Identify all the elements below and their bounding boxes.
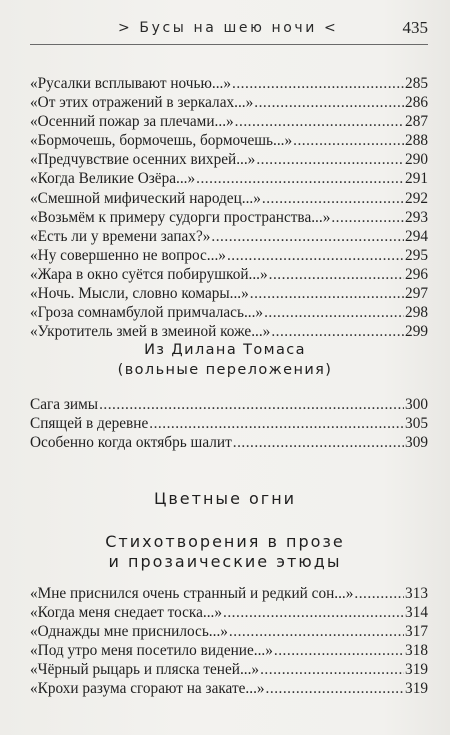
toc-section-1 (30, 74, 428, 341)
toc-entry (30, 112, 428, 131)
toc-entry (30, 395, 428, 414)
toc-section-2 (30, 395, 428, 452)
toc-entry-title: «От этих отражений в зеркалах...» (30, 94, 254, 112)
toc-entry-title: «Крохи разума сгорают на закате...» (30, 680, 265, 698)
toc-entry-page: 300 (405, 396, 428, 413)
toc-leader-dots (196, 169, 404, 188)
toc-leader-dots (211, 227, 404, 246)
toc-entry (30, 641, 428, 660)
toc-entry (30, 414, 428, 433)
toc-entry-page: 319 (405, 661, 428, 679)
toc-entry-title: «Предчувствие осенних вихрей...» (30, 151, 256, 169)
toc-entry (30, 603, 428, 622)
toc-entry-page: 287 (405, 113, 428, 131)
toc-leader-dots (262, 189, 404, 208)
toc-entry-title: «Чёрный рыцарь и пляска теней...» (30, 661, 260, 679)
toc-entry-title: «Русалки всплывают ночью...» (30, 75, 232, 92)
toc-entry-title: «Ночь. Мысли, словно комары...» (30, 285, 249, 303)
section-heading-line: Стихотворения в прозе (105, 532, 345, 551)
toc-leader-dots (149, 414, 404, 433)
toc-leader-dots (229, 622, 404, 641)
toc-entry (30, 189, 428, 208)
toc-entry-title: Сага зимы (30, 396, 99, 413)
toc-entry (30, 284, 428, 303)
toc-leader-dots (293, 131, 404, 150)
toc-leader-dots (99, 395, 404, 414)
section-heading-line: Цветные огни (153, 489, 297, 508)
toc-entry-title: «Укротитель змей в змеиной коже...» (30, 323, 271, 341)
toc-entry-title: «Мне приснился очень странный и редкий сон...» (30, 585, 354, 602)
toc-entry-title: «Есть ли у времени запах?» (30, 227, 211, 245)
toc-entry-title: «Смешной мифический народец...» (30, 189, 261, 207)
section-heading-colored-lights (0, 489, 450, 509)
toc-entry-title: «Жара в окно суётся побирушкой...» (30, 265, 268, 283)
toc-entry (30, 169, 428, 188)
section-heading-line: (вольные переложения) (117, 362, 333, 378)
toc-entry-page: 295 (405, 246, 428, 264)
toc-section-3 (30, 584, 428, 699)
toc-leader-dots (223, 603, 404, 622)
toc-entry-page: 298 (405, 304, 428, 322)
toc-leader-dots (271, 322, 404, 341)
toc-leader-dots (264, 303, 404, 322)
toc-entry-title: Спящей в деревне (30, 415, 149, 433)
toc-entry-title: «Гроза сомнамбулой примчалась...» (30, 304, 264, 322)
toc-entry-page: 299 (405, 323, 428, 341)
toc-entry-page: 309 (405, 434, 428, 452)
toc-leader-dots (250, 284, 404, 303)
toc-entry-page: 292 (405, 189, 428, 207)
toc-leader-dots (254, 93, 404, 112)
toc-entry-page: 285 (405, 75, 428, 92)
toc-leader-dots (274, 641, 404, 660)
toc-entry (30, 74, 428, 93)
toc-leader-dots (235, 112, 404, 131)
toc-entry (30, 660, 428, 679)
toc-entry-page: 296 (405, 265, 428, 283)
toc-entry-title: «Однажды мне приснилось...» (30, 623, 228, 641)
running-title: > Бусы на шею ночи < (118, 20, 339, 36)
section-subheading-prose-poems (0, 532, 450, 572)
toc-leader-dots (331, 208, 404, 227)
toc-leader-dots (354, 584, 404, 603)
toc-entry-page: 314 (405, 604, 428, 622)
page-number: 435 (402, 18, 428, 37)
toc-entry-page: 291 (405, 170, 428, 188)
toc-entry (30, 622, 428, 641)
toc-entry-page: 288 (405, 132, 428, 150)
toc-entry-title: «Под утро меня посетило видение...» (30, 642, 273, 660)
toc-entry-title: «Когда Великие Озёра...» (30, 170, 196, 188)
toc-entry (30, 322, 428, 341)
toc-entry (30, 131, 428, 150)
toc-entry-title: «Осенний пожар за плечами...» (30, 113, 234, 131)
toc-entry (30, 265, 428, 284)
toc-entry (30, 433, 428, 452)
toc-entry-page: 319 (405, 680, 428, 698)
toc-entry-page: 293 (405, 208, 428, 226)
toc-entry-page: 313 (405, 585, 428, 602)
page-header (30, 16, 428, 46)
toc-entry-title: Особенно когда октябрь шалит (30, 434, 232, 452)
toc-entry (30, 246, 428, 265)
toc-leader-dots (256, 150, 404, 169)
toc-leader-dots (233, 433, 404, 452)
toc-entry-page: 305 (405, 415, 428, 433)
section-heading-line: и прозаические этюды (108, 552, 342, 571)
toc-entry (30, 150, 428, 169)
toc-leader-dots (266, 679, 405, 698)
toc-entry-page: 317 (405, 623, 428, 641)
toc-leader-dots (227, 246, 404, 265)
toc-entry-title: «Возьмём к примеру судорги пространства...» (30, 208, 331, 226)
toc-entry-title: «Бормочешь, бормочешь, бормочешь...» (30, 132, 293, 150)
section-heading-line: Из Дилана Томаса (144, 342, 306, 358)
section-heading-dylan-thomas (0, 340, 450, 380)
toc-entry (30, 679, 428, 698)
toc-entry-page: 294 (405, 227, 428, 245)
toc-entry-title: «Когда меня снедает тоска...» (30, 604, 223, 622)
toc-entry-page: 297 (405, 285, 428, 303)
toc-leader-dots (269, 265, 404, 284)
toc-entry-page: 318 (405, 642, 428, 660)
toc-leader-dots (232, 74, 404, 93)
toc-entry-page: 286 (405, 94, 428, 112)
toc-leader-dots (260, 660, 404, 679)
toc-entry-title: «Ну совершенно не вопрос...» (30, 246, 226, 264)
toc-entry (30, 208, 428, 227)
toc-entry (30, 93, 428, 112)
toc-entry (30, 584, 428, 603)
header-rule (30, 44, 428, 45)
toc-entry (30, 303, 428, 322)
toc-entry (30, 227, 428, 246)
toc-entry-page: 290 (405, 151, 428, 169)
